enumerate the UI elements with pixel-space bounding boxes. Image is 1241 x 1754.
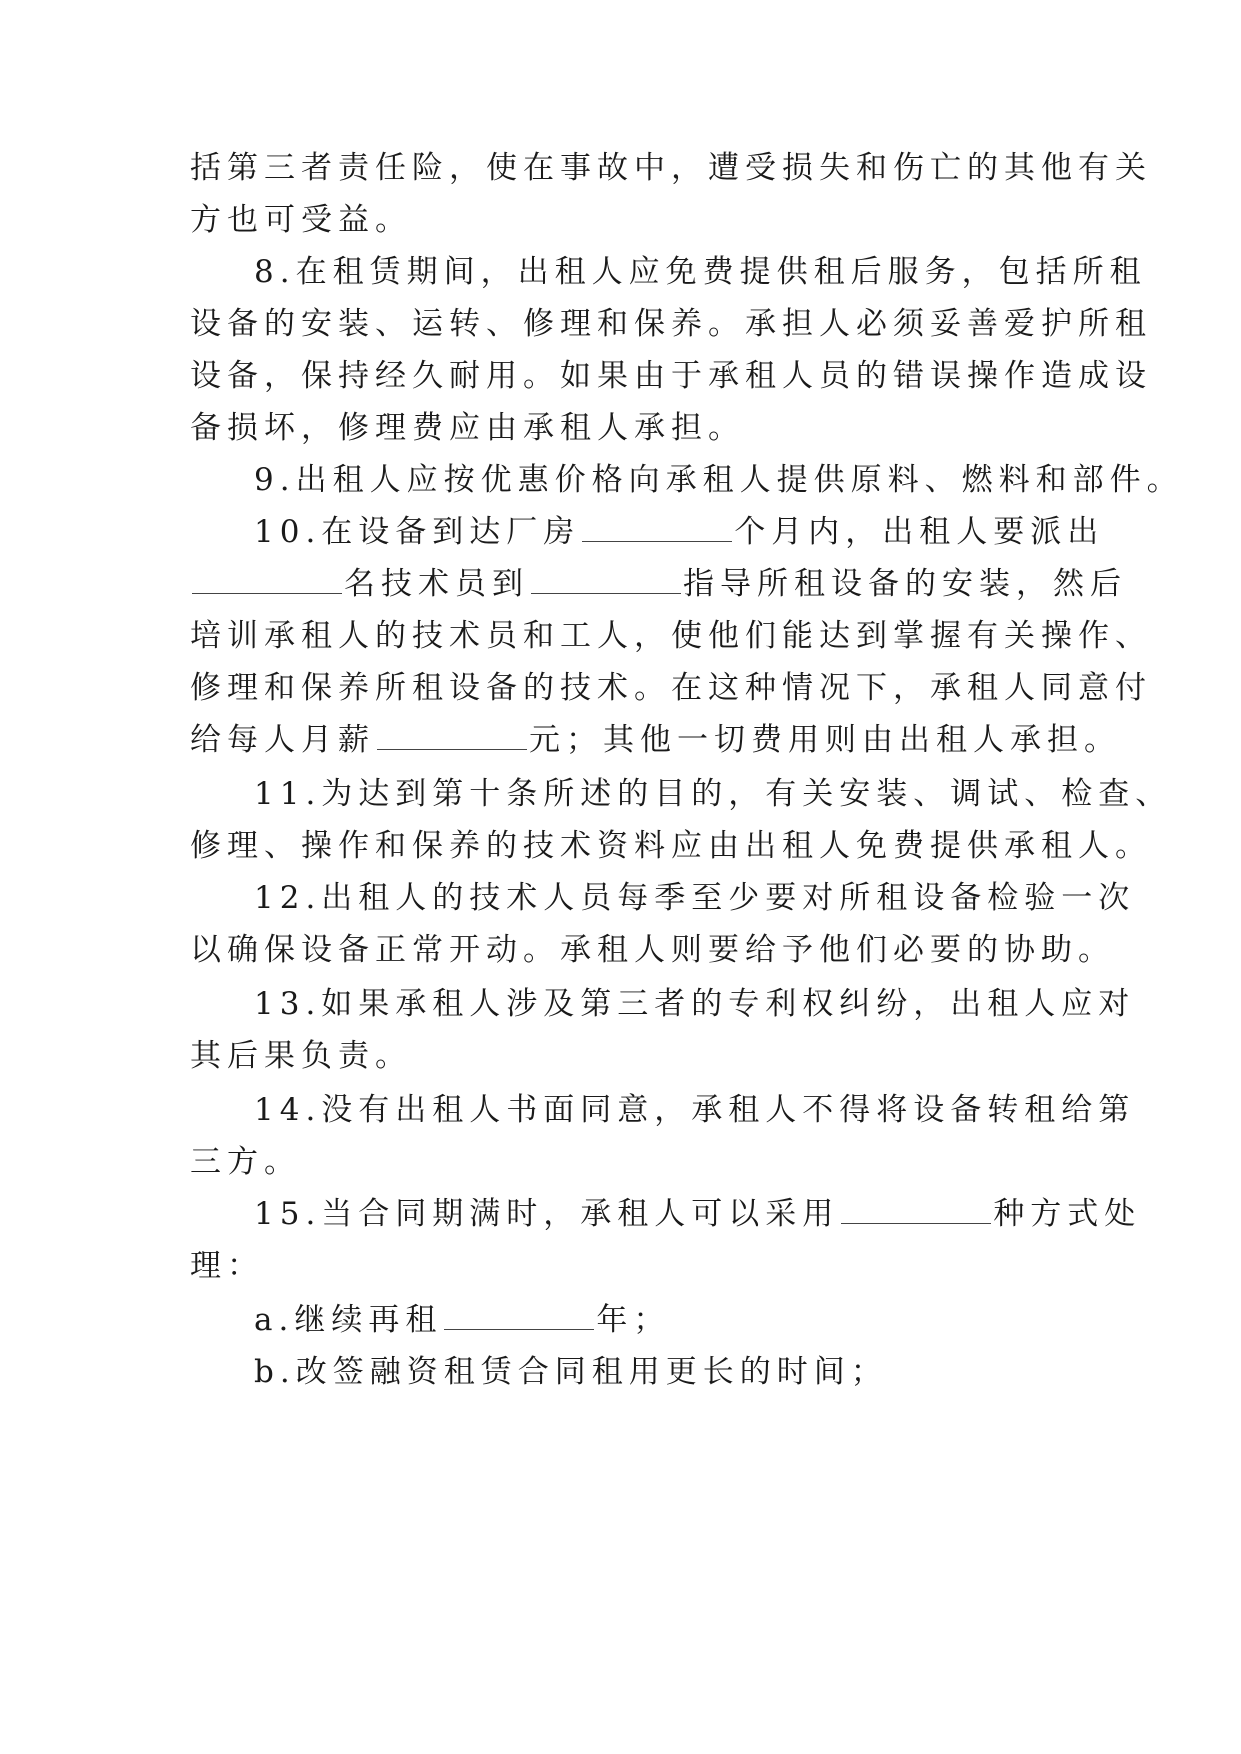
fill-blank[interactable]: [531, 565, 681, 594]
clause-9: 9.出租人应按优惠价格向承租人提供原料、燃料和部件。: [254, 462, 1184, 498]
clause-14: 14.没有出租人书面同意，承租人不得将设备转租给第: [254, 1092, 1136, 1128]
text-line: 三方。: [190, 1144, 301, 1180]
text-line: 给每人月薪 元；其他一切费用则由出租人承担。: [190, 722, 1121, 758]
clause-15: 15.当合同期满时，承租人可以采用 种方式处: [254, 1196, 1142, 1232]
text-line: 修理和保养所租设备的技术。在这种情况下，承租人同意付: [190, 670, 1152, 706]
clause-13: 13.如果承租人涉及第三者的专利权纠纷，出租人应对: [254, 986, 1136, 1022]
clause-8: 8.在租赁期间，出租人应免费提供租后服务，包括所租: [254, 254, 1147, 290]
text-line: 名技术员到 指导所租设备的安装，然后: [190, 564, 1127, 604]
fill-blank[interactable]: [444, 1301, 594, 1330]
text-line: 理：: [190, 1248, 264, 1284]
fill-blank[interactable]: [841, 1195, 991, 1224]
option-b: b.改签融资租赁合同租用更长的时间；: [254, 1354, 888, 1390]
text-line: 方也可受益。: [190, 202, 412, 238]
clause-10: 10.在设备到达厂房 个月内，出租人要派出: [254, 514, 1105, 550]
fill-blank[interactable]: [377, 721, 527, 750]
text-line: 其后果负责。: [190, 1038, 412, 1074]
fill-blank[interactable]: [192, 565, 342, 594]
text-line: 以确保设备正常开动。承租人则要给予他们必要的协助。: [190, 932, 1115, 968]
text-line: 括第三者责任险，使在事故中，遭受损失和伤亡的其他有关: [190, 150, 1152, 186]
fill-blank[interactable]: [582, 513, 732, 542]
clause-12: 12.出租人的技术人员每季至少要对所租设备检验一次: [254, 880, 1136, 916]
text-line: 培训承租人的技术员和工人，使他们能达到掌握有关操作、: [190, 618, 1152, 654]
option-a: a.继续再租 年；: [254, 1302, 671, 1338]
clause-11: 11.为达到第十条所述的目的，有关安装、调试、检查、: [254, 776, 1173, 812]
text-line: 备损坏，修理费应由承租人承担。: [190, 410, 745, 446]
text-line: 设备，保持经久耐用。如果由于承租人员的错误操作造成设: [190, 358, 1152, 394]
text-line: 设备的安装、运转、修理和保养。承担人必须妥善爱护所租: [190, 306, 1152, 342]
text-line: 修理、操作和保养的技术资料应由出租人免费提供承租人。: [190, 828, 1152, 864]
